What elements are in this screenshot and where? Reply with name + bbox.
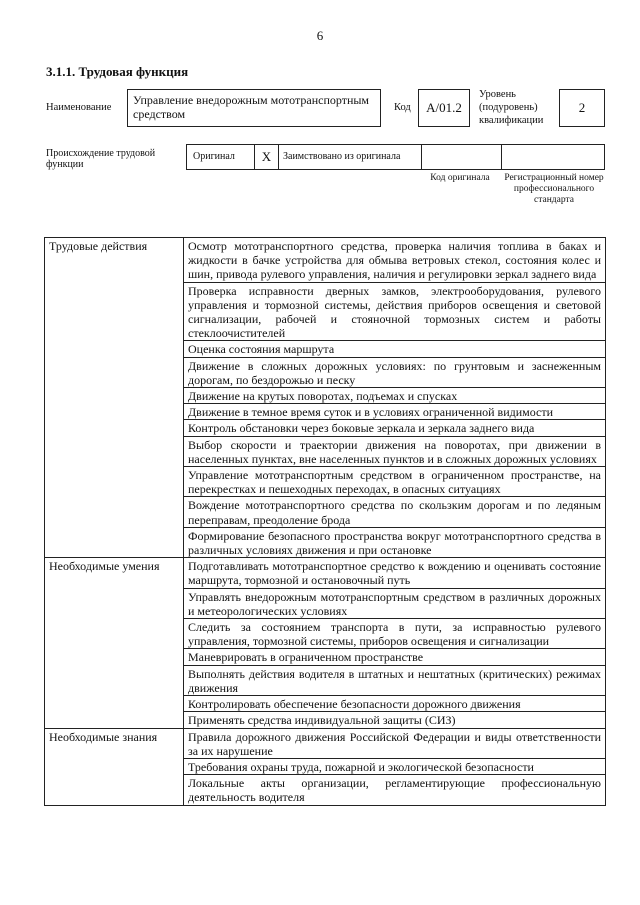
table-row <box>45 238 606 283</box>
item-cell: Выполнять действия водителя в штатных и нештатных (критических) режимах движения <box>184 665 606 695</box>
item-cell: Подготавливать мототранспортное средство к вождению и оценивать состояние маршрута, тормозной и остановочный путь <box>184 558 606 588</box>
section-title: 3.1.1. Трудовая функция <box>46 64 189 79</box>
original-code-cell <box>422 145 502 169</box>
item-cell: Контролировать обеспечение безопасности дорожного движения <box>184 696 606 712</box>
origin-table <box>186 144 605 170</box>
category-cell: Необходимые знания <box>45 728 184 805</box>
item-cell: Маневрировать в ограниченном пространстве <box>184 649 606 665</box>
item-cell: Оценка состояния маршрута <box>184 341 606 357</box>
item-cell: Движение в темное время суток и в условиях ограниченной видимости <box>184 404 606 420</box>
item-cell: Выбор скорости и траектории движения на поворотах, при движении в населенных пунктах, вне населенных пунктов и в сложных дорожных условиях <box>184 436 606 466</box>
category-cell: Трудовые действия <box>45 238 184 558</box>
function-table <box>44 237 606 806</box>
function-code-field: A/01.2 <box>418 89 470 127</box>
page-number: 6 <box>316 28 324 43</box>
item-cell: Требования охраны труда, пожарной и экологической безопасности <box>184 758 606 774</box>
item-cell: Движение в сложных дорожных условиях: по грунтовым и заснеженным дорогам, по бездорожью и песку <box>184 357 606 387</box>
function-name-field: Управление внедорожным мототранспортным средством <box>127 89 381 127</box>
item-cell: Применять средства индивидуальной защиты (СИЗ) <box>184 712 606 728</box>
level-label: Уровень (подуровень) квалификации <box>479 89 544 126</box>
original-label: Оригинал <box>193 151 235 162</box>
reg-note: Регистрационный номер профессионального стандарта <box>504 173 604 205</box>
origin-original-cell <box>187 145 255 169</box>
item-cell: Осмотр мототранспортного средства, проверка наличия топлива в баках и жидкости в бачке устройства для обмыва ветровых стекол, состояния колес и шин, привода рулевого управления, наличия и регулировки зеркал заднего вида <box>184 238 606 283</box>
table-row <box>45 558 606 588</box>
item-cell: Формирование безопасного пространства вокруг мототранспортного средства в различных условиях движения и при остановке <box>184 527 606 557</box>
item-cell: Контроль обстановки через боковые зеркала и зеркала заднего вида <box>184 420 606 436</box>
code-note: Код оригинала <box>430 173 490 183</box>
original-mark: X <box>255 145 279 169</box>
item-cell: Управление мототранспортным средством в ограниченном пространстве, на перекрестках и пешеходных переходах, в опасных ситуациях <box>184 467 606 497</box>
origin-label: Происхождение трудовой функции <box>46 148 156 170</box>
item-cell: Управлять внедорожным мототранспортным средством в различных дорожных и метеорологических условиях <box>184 588 606 618</box>
item-cell: Правила дорожного движения Российской Федерации и виды ответственности за их нарушение <box>184 728 606 758</box>
qualification-level-field: 2 <box>559 89 605 127</box>
item-cell: Вождение мототранспортного средства по скользким дорогам и по ледяным переправам, преодоление брода <box>184 497 606 527</box>
table-row <box>45 728 606 758</box>
reg-number-cell <box>502 145 606 169</box>
item-cell: Движение на крутых поворотах, подъемах и спусках <box>184 388 606 404</box>
item-cell: Локальные акты организации, регламентирующие профессиональную деятельность водителя <box>184 775 606 805</box>
borrowed-label: Заимствовано из оригинала <box>279 145 422 169</box>
item-cell: Проверка исправности дверных замков, электрооборудования, рулевого управления и тормозной системы, действия приборов освещения и световой сигнализации, рабочей и стояночной тормозных систем и работы стеклоочистителей <box>184 282 606 341</box>
item-cell: Следить за состоянием транспорта в пути, за исправностью рулевого управления, тормозной системы, приборов освещения и сигнализации <box>184 619 606 649</box>
name-label: Наименование <box>46 102 112 113</box>
category-cell: Необходимые умения <box>45 558 184 728</box>
code-label: Код <box>394 102 411 113</box>
